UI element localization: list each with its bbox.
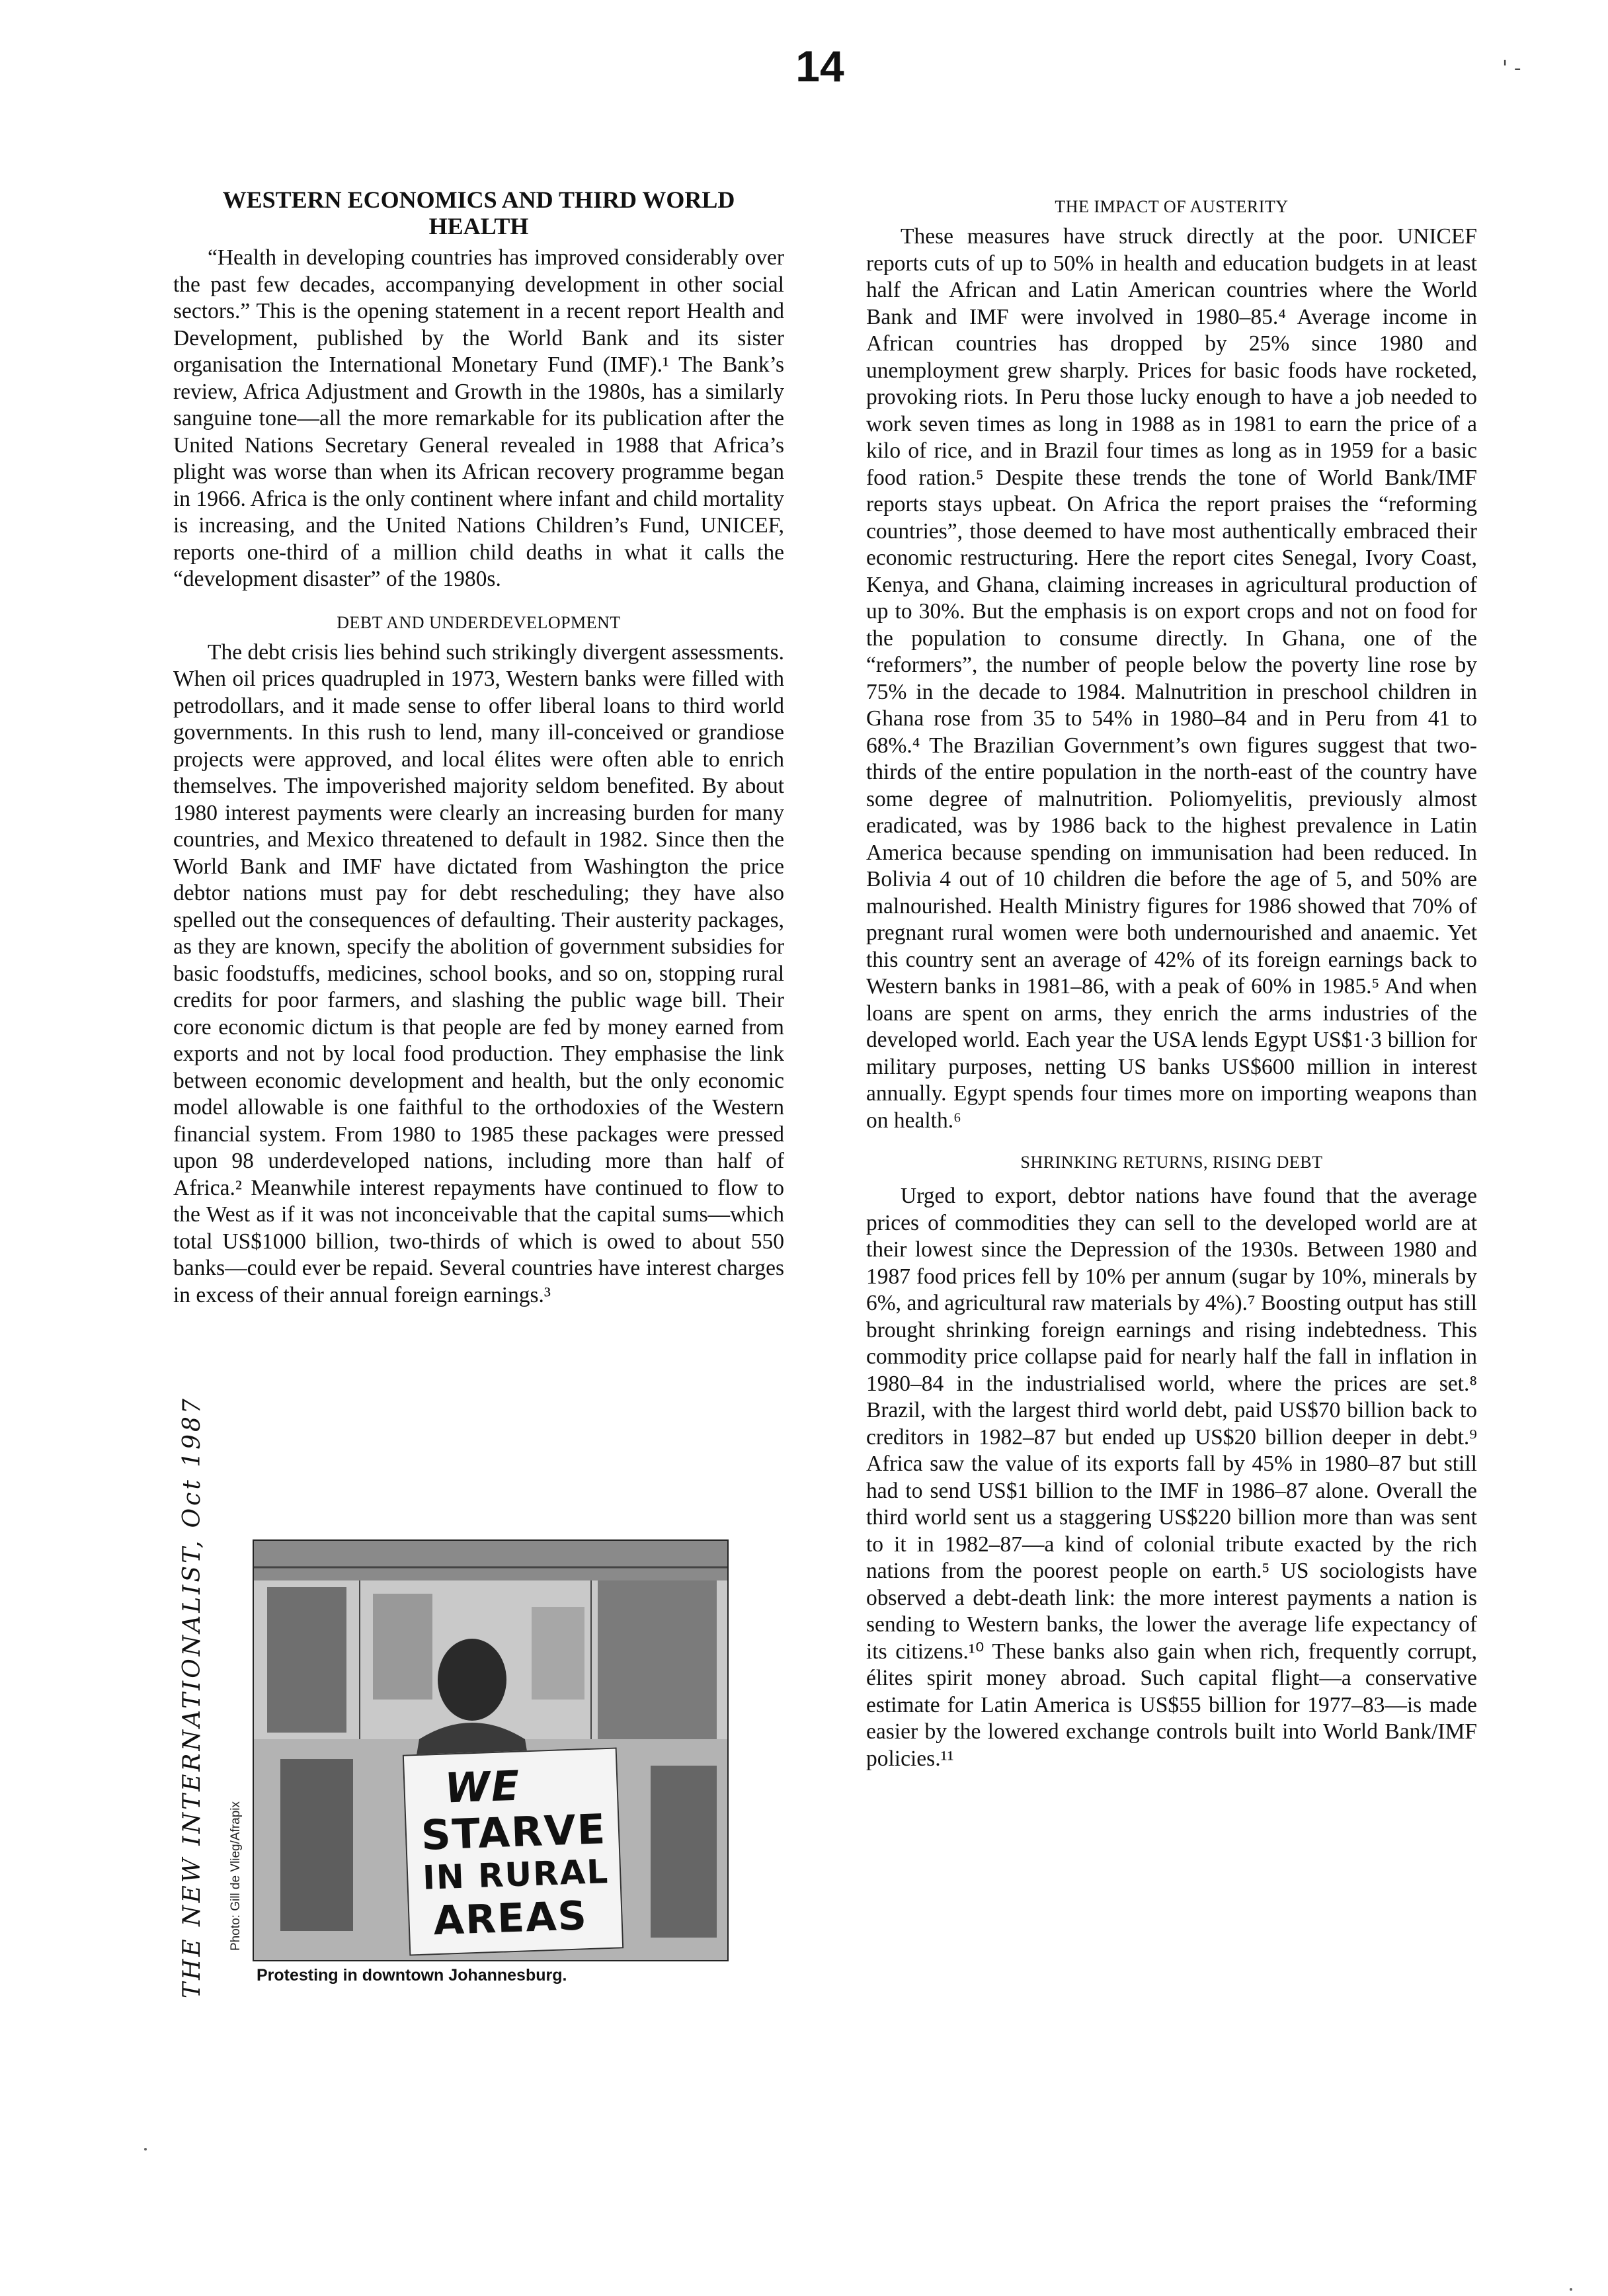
page-number: 14: [795, 42, 844, 91]
sign-line-2: STARVE: [420, 1805, 608, 1860]
protest-sign: [403, 1747, 623, 1955]
debt-paragraph: The debt crisis lies behind such strikingly divergent assessments. When oil prices quadrupled in 1973, Western banks were filled with petrodollars, and it made sense to offer liberal loans to third world governments. In this rush to lend, many ill-conceived or grandiose projects were approved, and local élites were often able to enrich themselves. The impoverished majority seldom benefited. By about 1980 interest payments were clearly an increasing burden for many countries, and Mexico threatened to default in 1982. Since then the World Bank and IMF have dictated from Washington the price debtor nations must pay for debt rescheduling; they have also spelled out the consequences of defaulting. Their austerity packages, as they are known, specify the abolition of government subsidies for basic foodstuffs, medicines, school books, and so on, stopping rural credits for poor farmers, and slashing the public wage bill. Their core economic dictum is that people are fed by money earned from exports and not by local food production. They emphasise the link between economic development and health, but the only economic model allowable is one faithful to the orthodoxies of the Western financial system. From 1980 to 1985 these packages were pressed upon 98 underdeveloped nations, including more than half of Africa.² Meanwhile interest repayments have continued to flow to the West as if it was not inconceivable that the capital sums—which total US$1000 billion, two-thirds of which is owed to about 550 banks—could ever be repaid. Several countries have interest charges in excess of their annual foreign earnings.³: [173, 639, 784, 1307]
protest-photo: [253, 1539, 729, 1961]
photo-credit: Photo: Gill de Vlieg/Afrapix: [229, 1801, 243, 1951]
austerity-paragraph: These measures have struck directly at the poor. UNICEF reports cuts of up to 50% in health and education budgets in at least half the African and Latin American countries where the World Bank and IMF were involved in 1980–85.⁴ Average income in African countries has dropped by 25% since 1980 and unemployment grew sharply. Prices for basic foods have rocketed, provoking riots. In Peru those lucky enough to have a job needed to work seven times as long in 1988 as in 1981 to earn the price of a kilo of rice, and in Brazil four times as long as in 1959 for a basic food ration.⁵ Despite these trends the tone of World Bank/IMF reports stays upbeat. On Africa the report praises the “reforming countries”, those deemed to have most authentically embraced their economic restructuring. Here the report cites Senegal, Ivory Coast, Kenya, and Ghana, claiming increases in agricultural production of up to 30%. But the emphasis is on export crops and not on food for the population to consume directly. In Ghana, one of the “reformers”, the number of people below the poverty line rose by 75% in the decade to 1984. Malnutrition in preschool children in Ghana rose from 35 to 54% in 1980–84 and in Peru from 41 to 68%.⁴ The Brazilian Government’s own figures suggest that two-thirds of the entire population in the north-east of the country have some degree of malnutrition. Poliomyelitis, previously almost eradicated, was by 1986 back to the highest prevalence in Latin America because spending on immunisation had been reduced. In Bolivia 4 out of 10 children die before the age of 5, and 50% are malnourished. Health Ministry figures for 1986 showed that 70% of pregnant rural women were both undernourished and anaemic. Yet this country sent an average of 42% of its foreign earnings back to Western banks in 1981–86, with a peak of 60% in 1985.⁵ And when loans are spent on arms, they enrich the arms industries of the developed world. Each year the USA lends Egypt US$1·3 billion for military purposes, netting US banks US$600 million in interest annually. Egypt spends four times more on importing weapons than on health.⁶: [866, 224, 1477, 1133]
protest-figure: [253, 1539, 731, 1985]
intro-paragraph: “Health in developing countries has improved considerably over the past few decades, accompanying development in other social sectors.” This is the opening statement in a recent report Health and Development, published by the World Bank and its sister organisation the International Monetary Fund (IMF).¹ The Bank’s review, Africa Adjustment and Growth in the 1980s, has a similarly sanguine tone—all the more remarkable for its publication after the United Nations Secretary General revealed in 1988 that Africa’s plight was worse than when its African recovery programme began in 1966. Africa is the only continent where infant and child mortality is increasing, and the United Nations Children’s Fund, UNICEF, reports one-third of a million child deaths in what it calls the “development disaster” of the 1980s.: [173, 245, 784, 591]
left-column: [173, 186, 784, 1309]
right-column: [866, 197, 1477, 1772]
article-title: WESTERN ECONOMICS AND THIRD WORLD HEALTH: [222, 186, 735, 239]
handwritten-note-wrapper: [179, 1396, 218, 2012]
photo-caption: Protesting in downtown Johannesburg.: [257, 1966, 567, 1985]
sign-line-3: IN RURAL: [422, 1852, 610, 1897]
section-heading-austerity: THE IMPACT OF AUSTERITY: [1055, 197, 1289, 216]
section-heading-shrinking-returns: SHRINKING RETURNS, RISING DEBT: [1020, 1153, 1323, 1172]
photo-credit-wrapper: [229, 1801, 255, 1964]
corner-mark: ' -: [1502, 57, 1521, 80]
sign-line-1: WE: [444, 1761, 522, 1813]
section-heading-debt: DEBT AND UNDERDEVELOPMENT: [337, 612, 621, 632]
sign-line-4: AREAS: [432, 1893, 588, 1945]
shrinking-returns-paragraph: Urged to export, debtor nations have found that the average prices of commodities they can sell to the developed world are at their lowest since the Depression of the 1930s. Between 1980 and 1987 food prices fell by 10% per annum (sugar by 10%, minerals by 6%, and agricultural raw materials by 4%).⁷ Boosting output has still brought shrinking foreign earnings and rising indebtedness. This commodity price collapse paid for nearly half the fall in inflation in 1980–84 in the industrialised world, where the prices are set.⁸ Brazil, with the largest third world debt, paid US$70 billion back to creditors in 1982–87 but ended up US$20 billion deeper in debt.⁹ Africa saw the value of its exports fall by 45% in 1980–87 but still had to send US$1 billion to the IMF in 1986–87 alone. Overall the third world sent us a staggering US$220 billion more than was sent to it in 1982–87—a kind of colonial tribute exacted by the rich nations from the poorest people on earth.⁵ US sociologists have observed a debt-death link: the more interest payments a nation is sending to Western banks, the lower the average life expectancy of its citizens.¹⁰ These banks also gain when rich, frequently corrupt, élites spirit money abroad. Such capital flight—a conservative estimate for Latin America is US$55 billion for 1977–83—is made easier by the lowered exchange controls built into World Bank/IMF policies.¹¹: [866, 1184, 1477, 1771]
scan-speck: [1570, 2288, 1572, 2291]
scan-speck: [144, 2148, 147, 2151]
handwritten-note: THE NEW INTERNATIONALIST, Oct 1987: [179, 1396, 206, 1998]
